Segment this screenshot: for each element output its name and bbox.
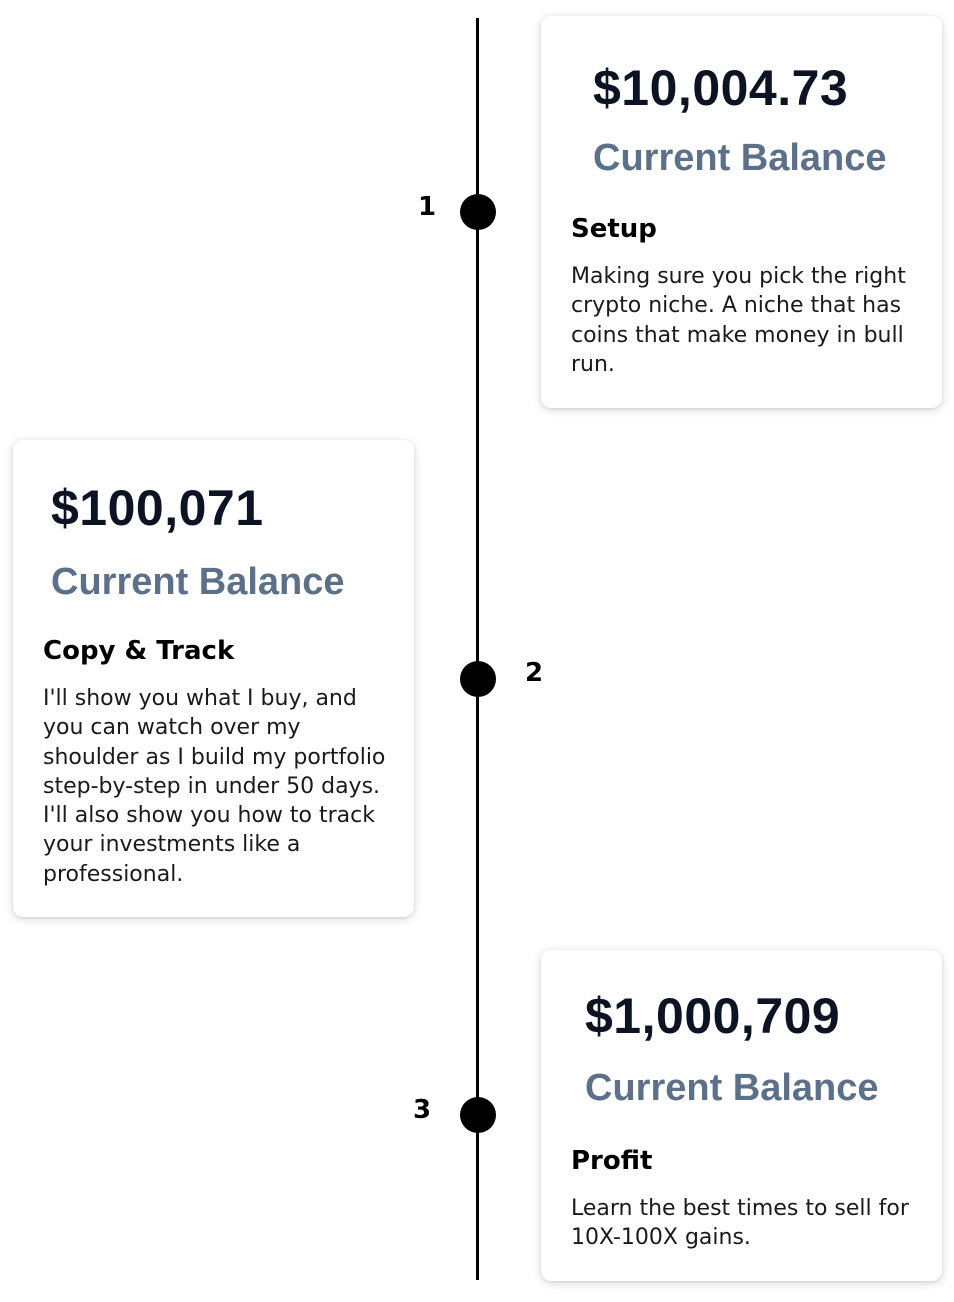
step-title: Profit [571,1146,653,1176]
balance-label: Current Balance [593,137,887,179]
step-card-setup [541,16,942,408]
step-number-1: 1 [418,192,437,222]
balance-amount: $1,000,709 [585,988,841,1044]
timeline-dot-1 [460,194,496,230]
step-card-profit [541,950,942,1281]
step-description: I'll show you what I buy, and you can watch over my shoulder as I build my portfolio step-by-step in under 50 days. I'll also show you how to track your investments like a professional. [43,686,386,887]
balance-label: Current Balance [51,561,345,603]
step-title: Copy & Track [43,636,235,666]
balance-amount: $10,004.73 [593,60,849,116]
balance-label: Current Balance [585,1067,879,1109]
balance-amount: $100,071 [51,480,264,536]
step-title: Setup [571,214,657,244]
step-description: Making sure you pick the right crypto niche. A niche that has coins that make money in bull run. [571,264,906,377]
step-card-copy-track [13,440,414,917]
timeline-dot-3 [460,1097,496,1133]
timeline-dot-2 [460,661,496,697]
step-number-2: 2 [525,658,544,688]
step-number-3: 3 [413,1095,432,1125]
step-description: Learn the best times to sell for 10X-100X gains. [571,1196,909,1251]
